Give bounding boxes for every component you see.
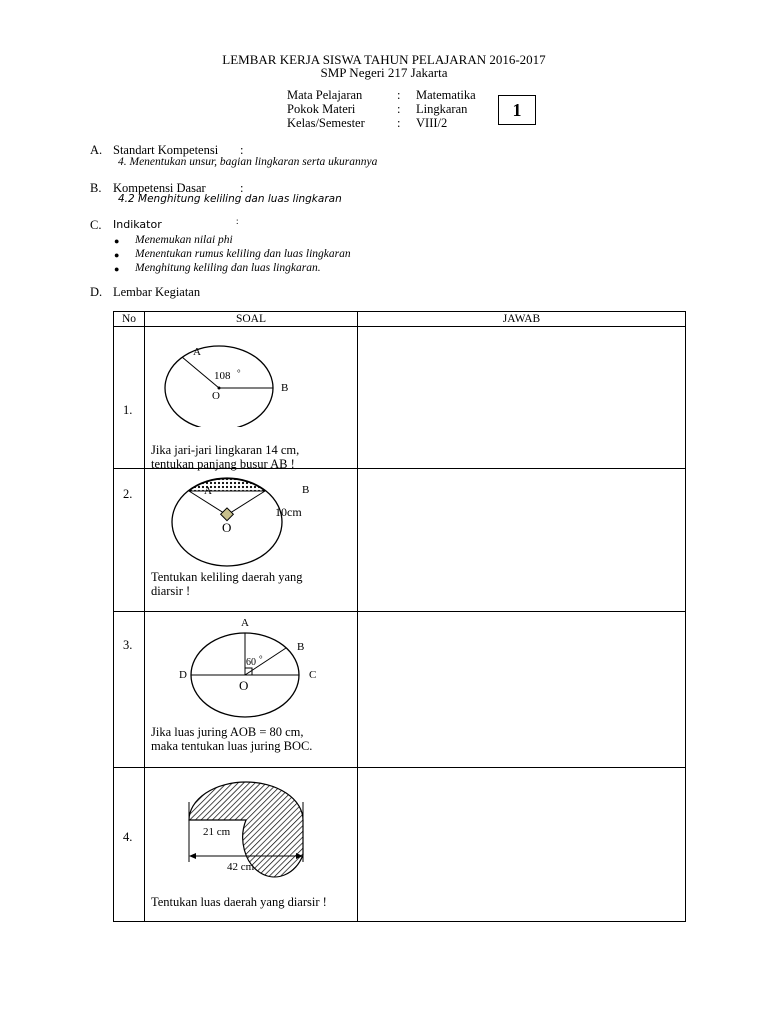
question-cell <box>145 768 358 922</box>
section-c-title: Indikator <box>113 218 162 231</box>
label-a: A <box>193 346 201 358</box>
label-b: B <box>281 382 289 394</box>
indicator-item: Menentukan rumus keliling dan luas lingkaran <box>135 248 351 260</box>
question-text: diarsir ! <box>151 584 191 598</box>
header-soal: SOAL <box>145 312 358 327</box>
section-b-letter: B. <box>90 181 102 195</box>
table-header-row <box>114 312 686 327</box>
radius-label: 10cm <box>275 505 302 519</box>
question-text: Tentukan keliling daerah yang <box>151 570 303 584</box>
label-b: B <box>302 484 310 496</box>
table-row <box>114 469 686 612</box>
row-number-cell <box>114 768 145 922</box>
label-o: O <box>222 520 232 535</box>
question-text: Jika jari-jari lingkaran 14 cm, <box>151 443 300 457</box>
circle-diagram-1 <box>145 327 357 427</box>
label-a: A <box>204 485 212 497</box>
section-b-text: 4.2 Menghitung keliling dan luas lingkaran <box>118 193 342 205</box>
section-c-colon: : <box>236 216 239 226</box>
table-row <box>114 327 686 469</box>
indicator-item: Menghitung keliling dan luas lingkaran. <box>135 262 321 274</box>
angle-label: 60 <box>246 657 256 668</box>
question-text: Jika luas juring AOB = 80 cm, <box>151 725 304 739</box>
answer-cell[interactable] <box>358 768 686 922</box>
label-d: D <box>179 669 187 681</box>
section-c-letter: C. <box>90 218 102 232</box>
label-c: C <box>309 669 317 681</box>
meta-label-class: Kelas/Semester <box>287 116 365 130</box>
answer-cell[interactable] <box>358 469 686 612</box>
circle-diagram-2 <box>145 469 357 569</box>
question-cell <box>145 612 358 768</box>
section-d-title: Lembar Kegiatan <box>113 285 201 299</box>
sheet-number-box: 1 <box>498 95 536 125</box>
label-o: O <box>212 390 220 402</box>
row-number: 4. <box>123 830 133 844</box>
answer-cell[interactable] <box>358 612 686 768</box>
label-b: B <box>297 641 305 653</box>
row-number: 1. <box>123 403 133 417</box>
indicator-item: Menemukan nilai phi <box>135 234 233 246</box>
svg-text:°: ° <box>237 368 241 378</box>
question-cell <box>145 469 358 612</box>
row-number-cell <box>114 469 145 612</box>
question-text: Tentukan luas daerah yang diarsir ! <box>151 895 327 909</box>
row-number-cell <box>114 612 145 768</box>
meta-separator: : <box>397 102 401 116</box>
question-cell <box>145 327 358 469</box>
row-number: 2. <box>123 487 133 501</box>
question-text: tentukan panjang busur AB ! <box>151 457 295 471</box>
meta-separator: : <box>397 116 401 130</box>
meta-separator: : <box>397 88 401 102</box>
row-number-cell <box>114 327 145 469</box>
meta-value-topic: Lingkaran <box>416 102 468 116</box>
bullet-icon: ● <box>114 236 120 246</box>
circle-diagram-3 <box>145 612 357 722</box>
section-a-title: Standart Kompetensi <box>113 143 219 157</box>
question-text: maka tentukan luas juring BOC. <box>151 739 313 753</box>
meta-label-subject: Mata Pelajaran <box>287 88 363 102</box>
table-row <box>114 768 686 922</box>
length-label-small: 21 cm <box>203 826 231 838</box>
page-title: LEMBAR KERJA SISWA TAHUN PELAJARAN 2016-2017 <box>222 52 546 67</box>
length-label-big: 42 cm <box>227 861 255 873</box>
meta-label-topic: Pokok Materi <box>287 102 356 116</box>
meta-value-subject: Matematika <box>416 88 476 102</box>
section-a-colon: : <box>240 143 244 157</box>
bullet-icon: ● <box>114 264 120 274</box>
label-o: O <box>239 678 249 693</box>
row-number: 3. <box>123 638 133 652</box>
angle-label: 108 <box>214 370 231 382</box>
table-row <box>114 612 686 768</box>
worksheet-table <box>113 311 686 922</box>
header-jawab: JAWAB <box>358 312 686 327</box>
answer-cell[interactable] <box>358 327 686 469</box>
label-a: A <box>241 617 249 629</box>
section-b-colon: : <box>240 181 244 195</box>
section-b-title: Kompetensi Dasar <box>113 181 206 195</box>
meta-value-class: VIII/2 <box>416 116 448 130</box>
section-a-letter: A. <box>90 143 103 157</box>
shape-diagram-4 <box>145 768 357 878</box>
header-no: No <box>114 312 145 327</box>
bullet-icon: ● <box>114 250 120 260</box>
section-d-letter: D. <box>90 285 103 299</box>
section-a-text: 4. Menentukan unsur, bagian lingkaran serta ukurannya <box>118 156 378 168</box>
school-name: SMP Negeri 217 Jakarta <box>320 65 448 80</box>
svg-text:°: ° <box>259 654 263 664</box>
